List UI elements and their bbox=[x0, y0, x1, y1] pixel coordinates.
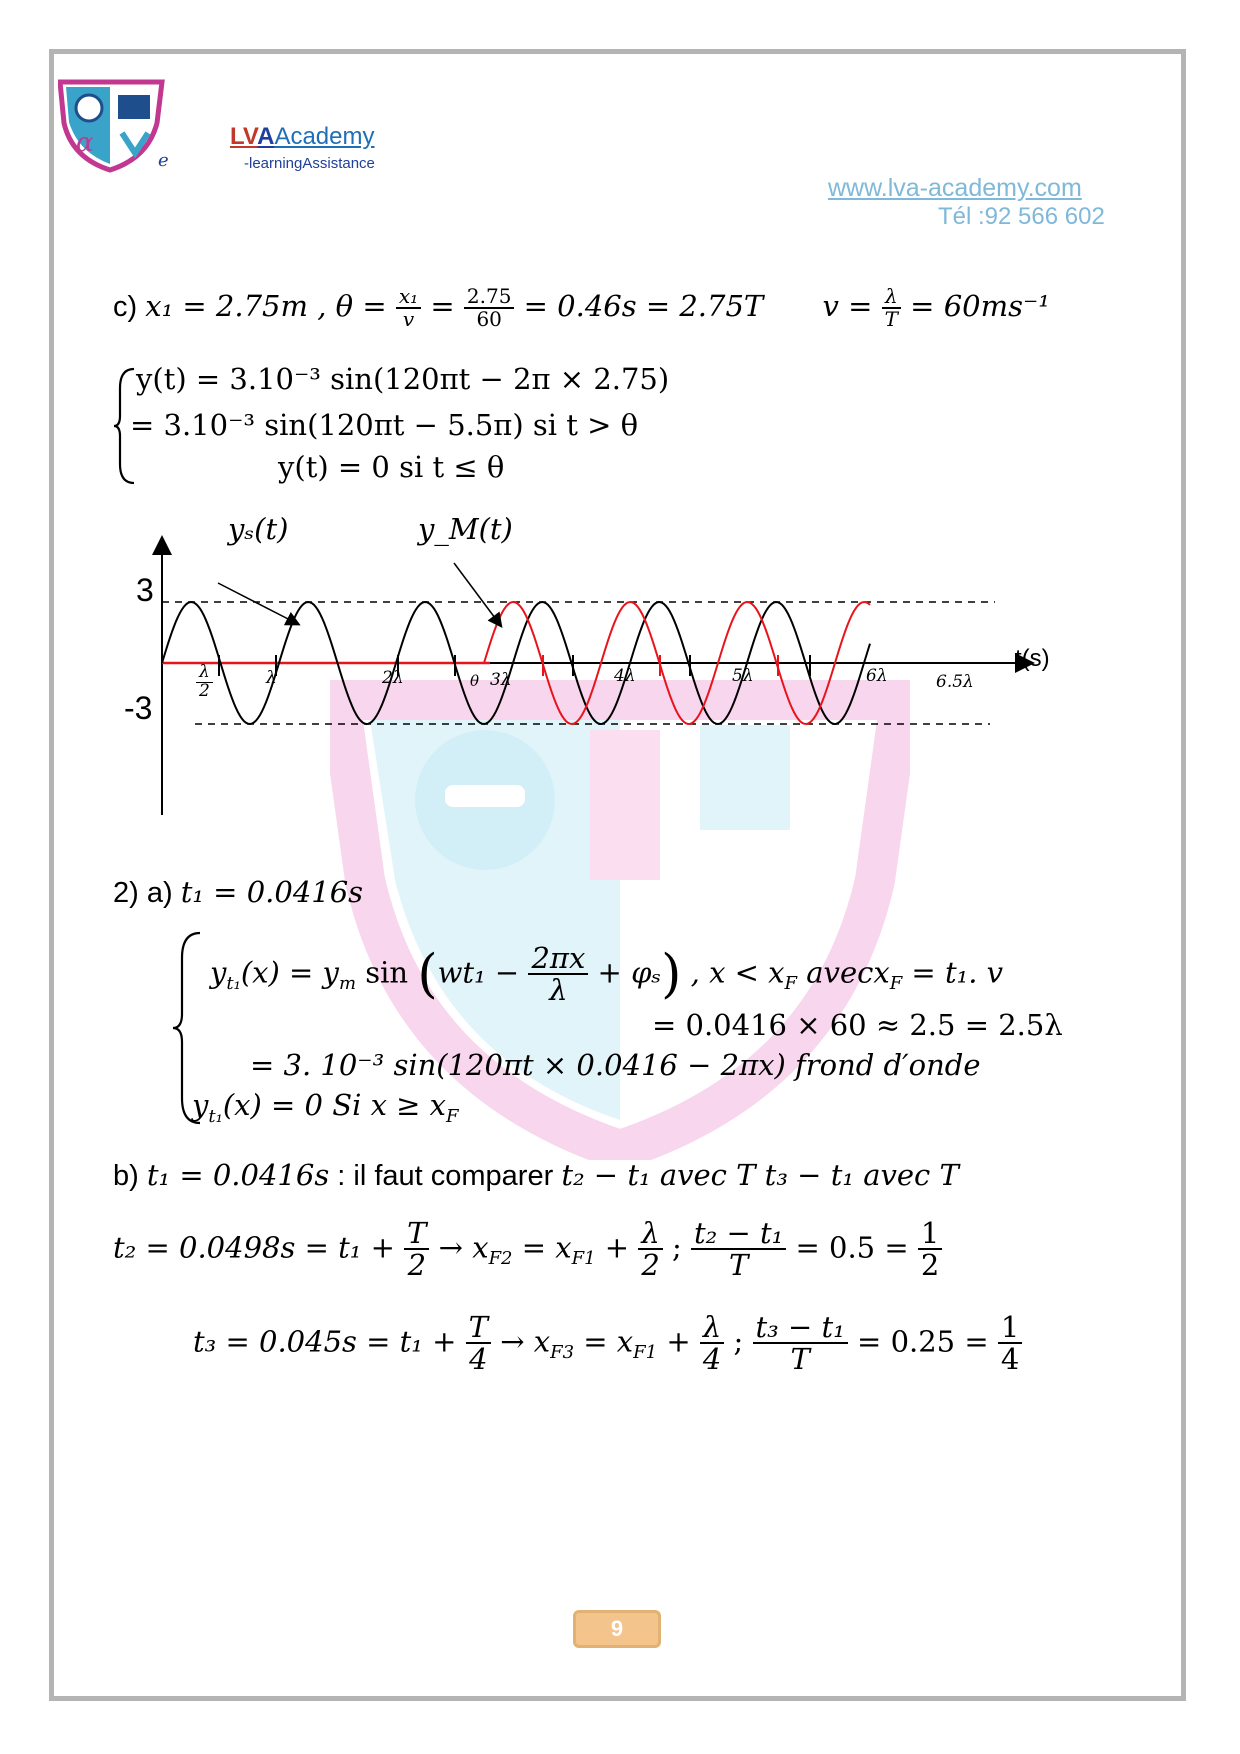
system-line-3: y(t) = 0 si t ≤ θ bbox=[278, 450, 505, 484]
brand-name: LVAAcademy bbox=[230, 123, 375, 150]
tick-6lambda: 6λ bbox=[866, 666, 888, 686]
fraction: $\frac{T}{4}$ bbox=[466, 1312, 491, 1375]
y-max-label: 3 bbox=[136, 572, 154, 608]
fraction: $\frac{1}{2}$ bbox=[918, 1218, 942, 1281]
tick-half-lambda: $\frac{\lambda}{2}$ bbox=[196, 664, 213, 701]
wave-equation-line-1: $y_{t_1}(x) = y_m$ sin (wt₁ − $\frac{2\pi x}{\lambda}$ + φₛ) , $x < x_F$ avecx$_F$ = t₁. v bbox=[210, 941, 1004, 1008]
section-c-equation: c) x₁ = 2.75m , θ = $\frac{\text{x₁}}{v}$ = $\frac{2.75}{60}$ = 0.46s = 2.75T v = $\frac{\lambda}{T}$ = 60ms⁻¹ bbox=[113, 284, 1050, 331]
svg-text:α: α bbox=[76, 128, 94, 158]
fraction: $\frac{\lambda}{2}$ bbox=[638, 1218, 662, 1281]
fraction: $\frac{\text{t₃ − t₁}}{T}$ bbox=[753, 1312, 848, 1375]
tick-5lambda: 5λ bbox=[732, 666, 754, 686]
x-axis-label: t(s) bbox=[1015, 645, 1050, 672]
tick-lambda: λ bbox=[266, 668, 277, 688]
ys-label: yₛ(t) bbox=[228, 512, 289, 546]
tick-4lambda: 4λ bbox=[614, 666, 636, 686]
tick-6-5lambda: 6.5λ bbox=[936, 672, 974, 692]
wave-equation-line-2: = 0.0416 × 60 ≈ 2.5 = 2.5λ bbox=[652, 1008, 1063, 1042]
fraction: $\frac{T}{2}$ bbox=[404, 1218, 429, 1281]
wave-equation-line-4: $y_{t_1}(x) = 0$ Si $x \ge x_F$ bbox=[192, 1088, 459, 1127]
ym-label: y_M(t) bbox=[418, 512, 513, 546]
tick-theta: θ bbox=[470, 672, 480, 690]
tick-3lambda: 3λ bbox=[490, 670, 512, 690]
fraction: $\frac{1}{4}$ bbox=[998, 1312, 1022, 1375]
comparison-row-1: t₂ = 0.0498s = t₁ + $\frac{T}{2}$ → $x_{F2} = x_{F1}$ + $\frac{\lambda}{2}$ ; $\frac{\text{t₂ − t₁}}{T}$ = 0.5 = $\frac{1}{2}$ bbox=[113, 1218, 942, 1281]
fraction: $\frac{2\pi x}{\lambda}$ bbox=[528, 943, 588, 1006]
logo-letter: e bbox=[158, 150, 169, 171]
page-number: 9 bbox=[573, 1610, 661, 1648]
fraction: $\frac{\text{t₂ − t₁}}{T}$ bbox=[691, 1218, 786, 1281]
phone-number: Tél :92 566 602 bbox=[938, 203, 1105, 230]
ym-pointer-arrow bbox=[454, 563, 498, 622]
fraction: $\frac{\lambda}{4}$ bbox=[700, 1312, 724, 1375]
brand-tagline: -learningAssistance bbox=[244, 155, 375, 172]
section-2b-intro: b) t₁ = 0.0416s : il faut comparer t₂ − t₁ avec T t₃ − t₁ avec T bbox=[113, 1158, 959, 1192]
system-line-1: y(t) = 3.10⁻³ sin(120πt − 2π × 2.75) bbox=[136, 362, 670, 396]
fraction: $\frac{\lambda}{T}$ bbox=[882, 286, 901, 330]
system-line-2: = 3.10⁻³ sin(120πt − 5.5π) si t > θ bbox=[130, 408, 639, 442]
website-link[interactable]: www.lva-academy.com bbox=[828, 174, 1082, 202]
y-min-label: -3 bbox=[124, 690, 153, 726]
tick-2lambda: 2λ bbox=[382, 668, 404, 688]
fraction: $\frac{\text{x₁}}{v}$ bbox=[396, 286, 421, 330]
comparison-row-2: t₃ = 0.045s = t₁ + $\frac{T}{4}$ → $x_{F3} = x_{F1}$ + $\frac{\lambda}{4}$ ; $\frac{\text{t₃ − t₁}}{T}$ = 0.25 = $\frac{1}{4}$ bbox=[193, 1312, 1022, 1375]
wave-equation-line-3: = 3. 10⁻³ sin(120πt × 0.0416 − 2πx) frond d′onde bbox=[250, 1048, 981, 1082]
section-2a-heading: 2) a) t₁ = 0.0416s bbox=[113, 875, 364, 909]
fraction: $\frac{2.75}{60}$ bbox=[464, 286, 515, 330]
